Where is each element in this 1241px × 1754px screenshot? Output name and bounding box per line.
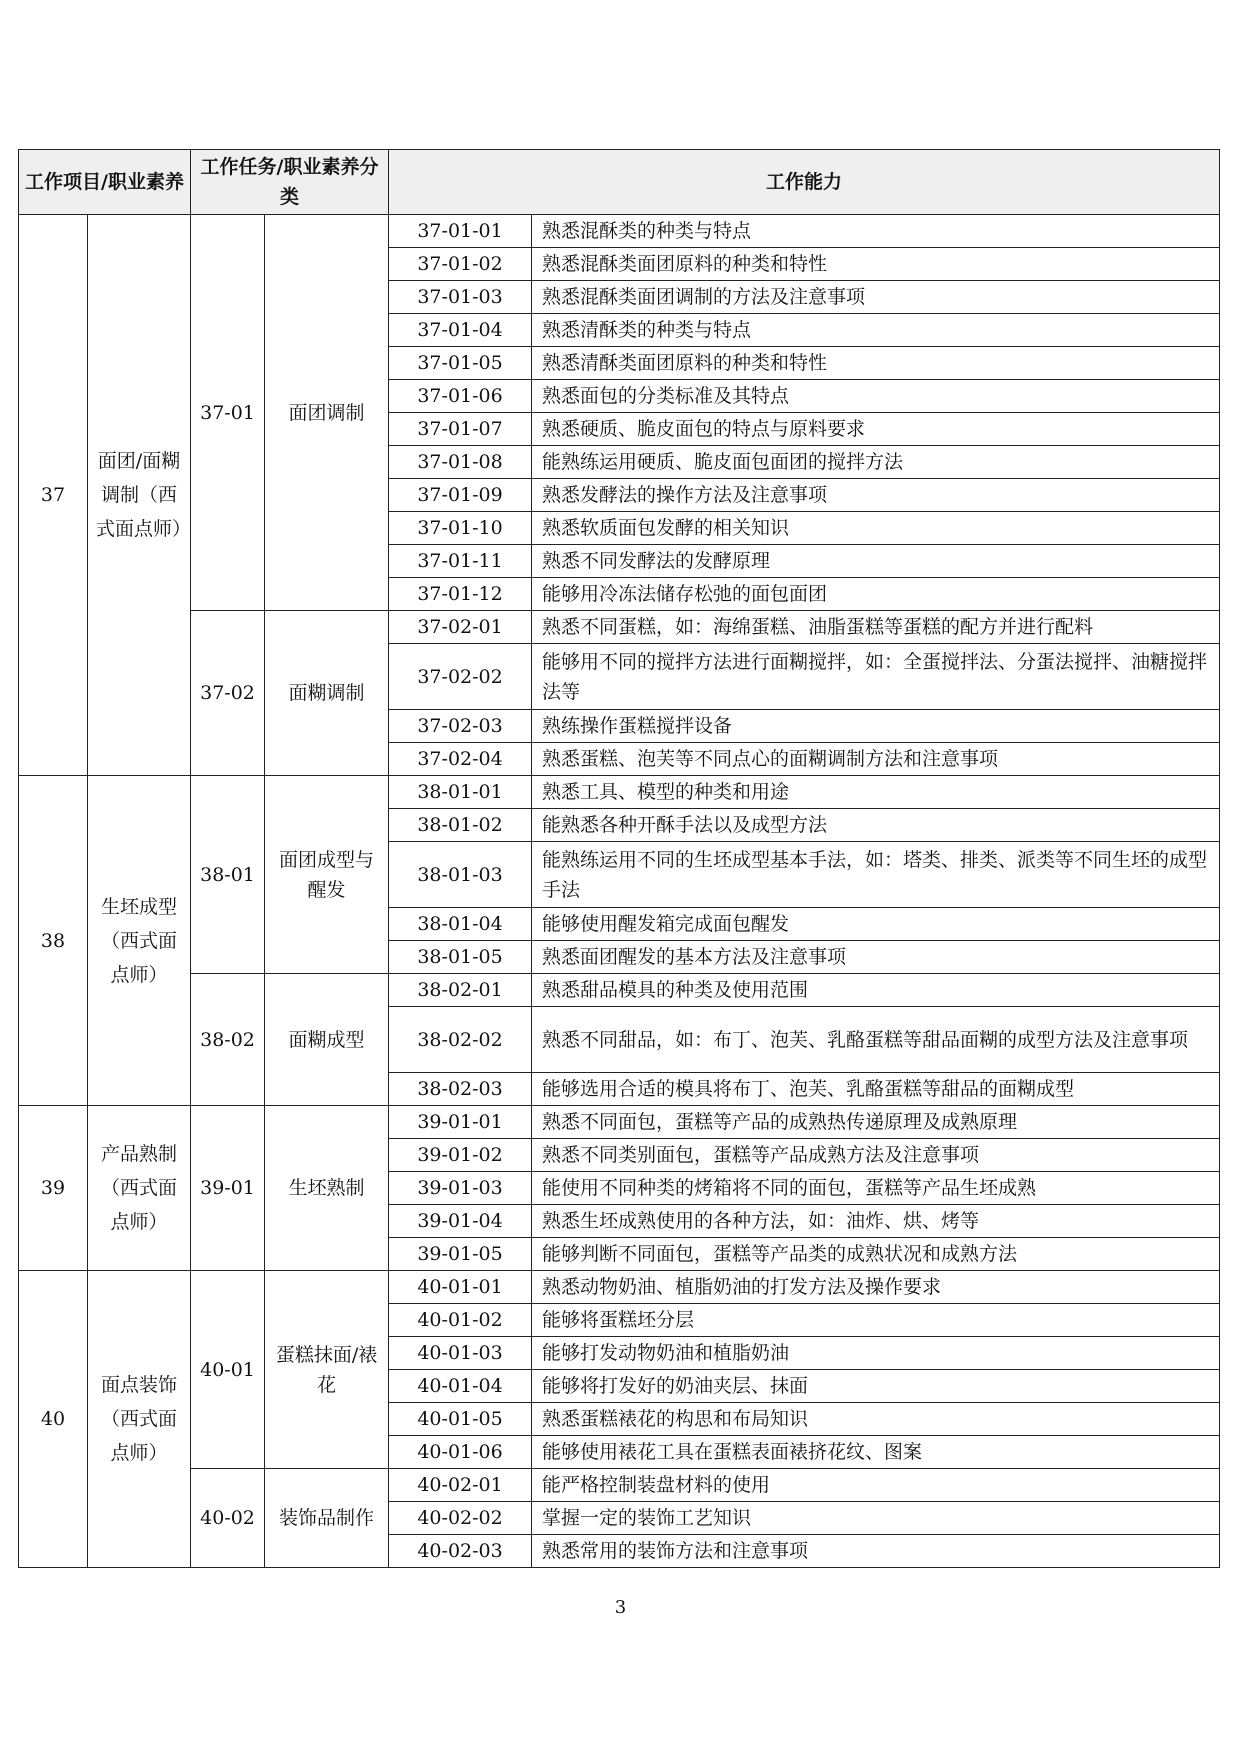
table-row bbox=[19, 776, 1220, 809]
ability-description: 熟悉清酥类的种类与特点 bbox=[532, 314, 1220, 347]
ability-description: 能够选用合适的模具将布丁、泡芙、乳酪蛋糕等甜品的面糊成型 bbox=[532, 1073, 1220, 1106]
task-name: 装饰品制作 bbox=[265, 1469, 389, 1568]
ability-description: 熟悉清酥类面团原料的种类和特性 bbox=[532, 347, 1220, 380]
ability-description: 能够判断不同面包，蛋糕等产品类的成熟状况和成熟方法 bbox=[532, 1238, 1220, 1271]
ability-description: 熟悉不同类别面包，蛋糕等产品成熟方法及注意事项 bbox=[532, 1139, 1220, 1172]
ability-description: 熟悉面包的分类标准及其特点 bbox=[532, 380, 1220, 413]
task-code: 37-01 bbox=[191, 215, 265, 611]
ability-code: 38-02-03 bbox=[389, 1073, 532, 1106]
task-name: 面糊成型 bbox=[265, 974, 389, 1106]
ability-description: 能熟练运用不同的生坯成型基本手法，如：塔类、排类、派类等不同生坯的成型手法 bbox=[532, 842, 1220, 908]
task-name: 面团成型与醒发 bbox=[265, 776, 389, 974]
ability-description: 熟悉不同甜品，如：布丁、泡芙、乳酪蛋糕等甜品面糊的成型方法及注意事项 bbox=[532, 1007, 1220, 1073]
table-row bbox=[19, 1271, 1220, 1304]
ability-description: 熟悉甜品模具的种类及使用范围 bbox=[532, 974, 1220, 1007]
ability-code: 40-02-01 bbox=[389, 1469, 532, 1502]
header-project: 工作项目/职业素养 bbox=[19, 150, 191, 215]
page-number: 3 bbox=[614, 1597, 627, 1618]
ability-description: 熟悉动物奶油、植脂奶油的打发方法及操作要求 bbox=[532, 1271, 1220, 1304]
ability-description: 能严格控制装盘材料的使用 bbox=[532, 1469, 1220, 1502]
ability-description: 熟悉面团醒发的基本方法及注意事项 bbox=[532, 941, 1220, 974]
task-name: 面团调制 bbox=[265, 215, 389, 611]
ability-description: 能熟悉各种开酥手法以及成型方法 bbox=[532, 809, 1220, 842]
header-ability: 工作能力 bbox=[389, 150, 1220, 215]
ability-description: 能够将打发好的奶油夹层、抹面 bbox=[532, 1370, 1220, 1403]
ability-code: 39-01-02 bbox=[389, 1139, 532, 1172]
ability-description: 熟悉工具、模型的种类和用途 bbox=[532, 776, 1220, 809]
ability-description: 熟悉不同发酵法的发酵原理 bbox=[532, 545, 1220, 578]
ability-description: 能熟练运用硬质、脆皮面包面团的搅拌方法 bbox=[532, 446, 1220, 479]
ability-code: 37-01-05 bbox=[389, 347, 532, 380]
ability-description: 能够使用裱花工具在蛋糕表面裱挤花纹、图案 bbox=[532, 1436, 1220, 1469]
ability-description: 能够使用醒发箱完成面包醒发 bbox=[532, 908, 1220, 941]
ability-code: 37-02-01 bbox=[389, 611, 532, 644]
ability-description: 熟悉常用的装饰方法和注意事项 bbox=[532, 1535, 1220, 1568]
table-row bbox=[19, 1106, 1220, 1139]
ability-code: 37-01-01 bbox=[389, 215, 532, 248]
ability-code: 40-01-04 bbox=[389, 1370, 532, 1403]
ability-code: 40-01-05 bbox=[389, 1403, 532, 1436]
ability-code: 40-02-03 bbox=[389, 1535, 532, 1568]
ability-code: 38-01-04 bbox=[389, 908, 532, 941]
ability-description: 熟悉发酵法的操作方法及注意事项 bbox=[532, 479, 1220, 512]
ability-code: 38-01-05 bbox=[389, 941, 532, 974]
ability-code: 37-02-02 bbox=[389, 644, 532, 710]
ability-code: 38-01-01 bbox=[389, 776, 532, 809]
ability-code: 37-01-09 bbox=[389, 479, 532, 512]
task-code: 38-02 bbox=[191, 974, 265, 1106]
task-code: 39-01 bbox=[191, 1106, 265, 1271]
ability-code: 39-01-03 bbox=[389, 1172, 532, 1205]
task-code: 40-02 bbox=[191, 1469, 265, 1568]
ability-code: 37-02-04 bbox=[389, 743, 532, 776]
ability-code: 37-01-06 bbox=[389, 380, 532, 413]
table-row bbox=[19, 1469, 1220, 1502]
ability-code: 37-01-11 bbox=[389, 545, 532, 578]
task-name: 蛋糕抹面/裱花 bbox=[265, 1271, 389, 1469]
ability-description: 熟悉硬质、脆皮面包的特点与原料要求 bbox=[532, 413, 1220, 446]
project-code: 40 bbox=[19, 1271, 88, 1568]
ability-description: 熟悉蛋糕、泡芙等不同点心的面糊调制方法和注意事项 bbox=[532, 743, 1220, 776]
project-name: 生坯成型（西式面点师） bbox=[88, 776, 191, 1106]
ability-code: 39-01-04 bbox=[389, 1205, 532, 1238]
project-name: 面团/面糊调制（西式面点师） bbox=[88, 215, 191, 776]
competency-table bbox=[18, 149, 1220, 1568]
ability-code: 39-01-05 bbox=[389, 1238, 532, 1271]
ability-code: 37-01-08 bbox=[389, 446, 532, 479]
ability-description: 掌握一定的装饰工艺知识 bbox=[532, 1502, 1220, 1535]
ability-description: 能够将蛋糕坯分层 bbox=[532, 1304, 1220, 1337]
ability-description: 熟悉混酥类的种类与特点 bbox=[532, 215, 1220, 248]
ability-code: 37-01-04 bbox=[389, 314, 532, 347]
ability-description: 熟练操作蛋糕搅拌设备 bbox=[532, 710, 1220, 743]
table-body bbox=[19, 215, 1220, 1568]
table-row bbox=[19, 974, 1220, 1007]
task-code: 38-01 bbox=[191, 776, 265, 974]
ability-description: 熟悉生坯成熟使用的各种方法，如：油炸、烘、烤等 bbox=[532, 1205, 1220, 1238]
ability-description: 熟悉蛋糕裱花的构思和布局知识 bbox=[532, 1403, 1220, 1436]
ability-code: 37-01-07 bbox=[389, 413, 532, 446]
ability-code: 38-02-01 bbox=[389, 974, 532, 1007]
ability-description: 熟悉混酥类面团原料的种类和特性 bbox=[532, 248, 1220, 281]
ability-description: 熟悉软质面包发酵的相关知识 bbox=[532, 512, 1220, 545]
ability-description: 熟悉不同蛋糕，如：海绵蛋糕、油脂蛋糕等蛋糕的配方并进行配料 bbox=[532, 611, 1220, 644]
project-code: 37 bbox=[19, 215, 88, 776]
ability-description: 熟悉不同面包，蛋糕等产品的成熟热传递原理及成熟原理 bbox=[532, 1106, 1220, 1139]
ability-code: 40-01-06 bbox=[389, 1436, 532, 1469]
ability-code: 37-01-10 bbox=[389, 512, 532, 545]
project-code: 39 bbox=[19, 1106, 88, 1271]
ability-code: 40-01-01 bbox=[389, 1271, 532, 1304]
ability-description: 能够用不同的搅拌方法进行面糊搅拌，如：全蛋搅拌法、分蛋法搅拌、油糖搅拌法等 bbox=[532, 644, 1220, 710]
project-name: 产品熟制（西式面点师） bbox=[88, 1106, 191, 1271]
ability-code: 37-01-03 bbox=[389, 281, 532, 314]
ability-code: 37-01-02 bbox=[389, 248, 532, 281]
ability-code: 37-02-03 bbox=[389, 710, 532, 743]
ability-description: 能使用不同种类的烤箱将不同的面包，蛋糕等产品生坯成熟 bbox=[532, 1172, 1220, 1205]
task-code: 40-01 bbox=[191, 1271, 265, 1469]
task-name: 生坯熟制 bbox=[265, 1106, 389, 1271]
header-row bbox=[19, 150, 1220, 215]
ability-code: 38-01-02 bbox=[389, 809, 532, 842]
project-name: 面点装饰（西式面点师） bbox=[88, 1271, 191, 1568]
ability-description: 熟悉混酥类面团调制的方法及注意事项 bbox=[532, 281, 1220, 314]
ability-code: 40-01-03 bbox=[389, 1337, 532, 1370]
table-row bbox=[19, 611, 1220, 644]
ability-description: 能够打发动物奶油和植脂奶油 bbox=[532, 1337, 1220, 1370]
task-code: 37-02 bbox=[191, 611, 265, 776]
ability-code: 40-02-02 bbox=[389, 1502, 532, 1535]
task-name: 面糊调制 bbox=[265, 611, 389, 776]
ability-code: 38-01-03 bbox=[389, 842, 532, 908]
ability-code: 38-02-02 bbox=[389, 1007, 532, 1073]
header-task: 工作任务/职业素养分类 bbox=[191, 150, 389, 215]
ability-code: 39-01-01 bbox=[389, 1106, 532, 1139]
table-row bbox=[19, 215, 1220, 248]
project-code: 38 bbox=[19, 776, 88, 1106]
ability-code: 40-01-02 bbox=[389, 1304, 532, 1337]
ability-description: 能够用冷冻法储存松弛的面包面团 bbox=[532, 578, 1220, 611]
ability-code: 37-01-12 bbox=[389, 578, 532, 611]
